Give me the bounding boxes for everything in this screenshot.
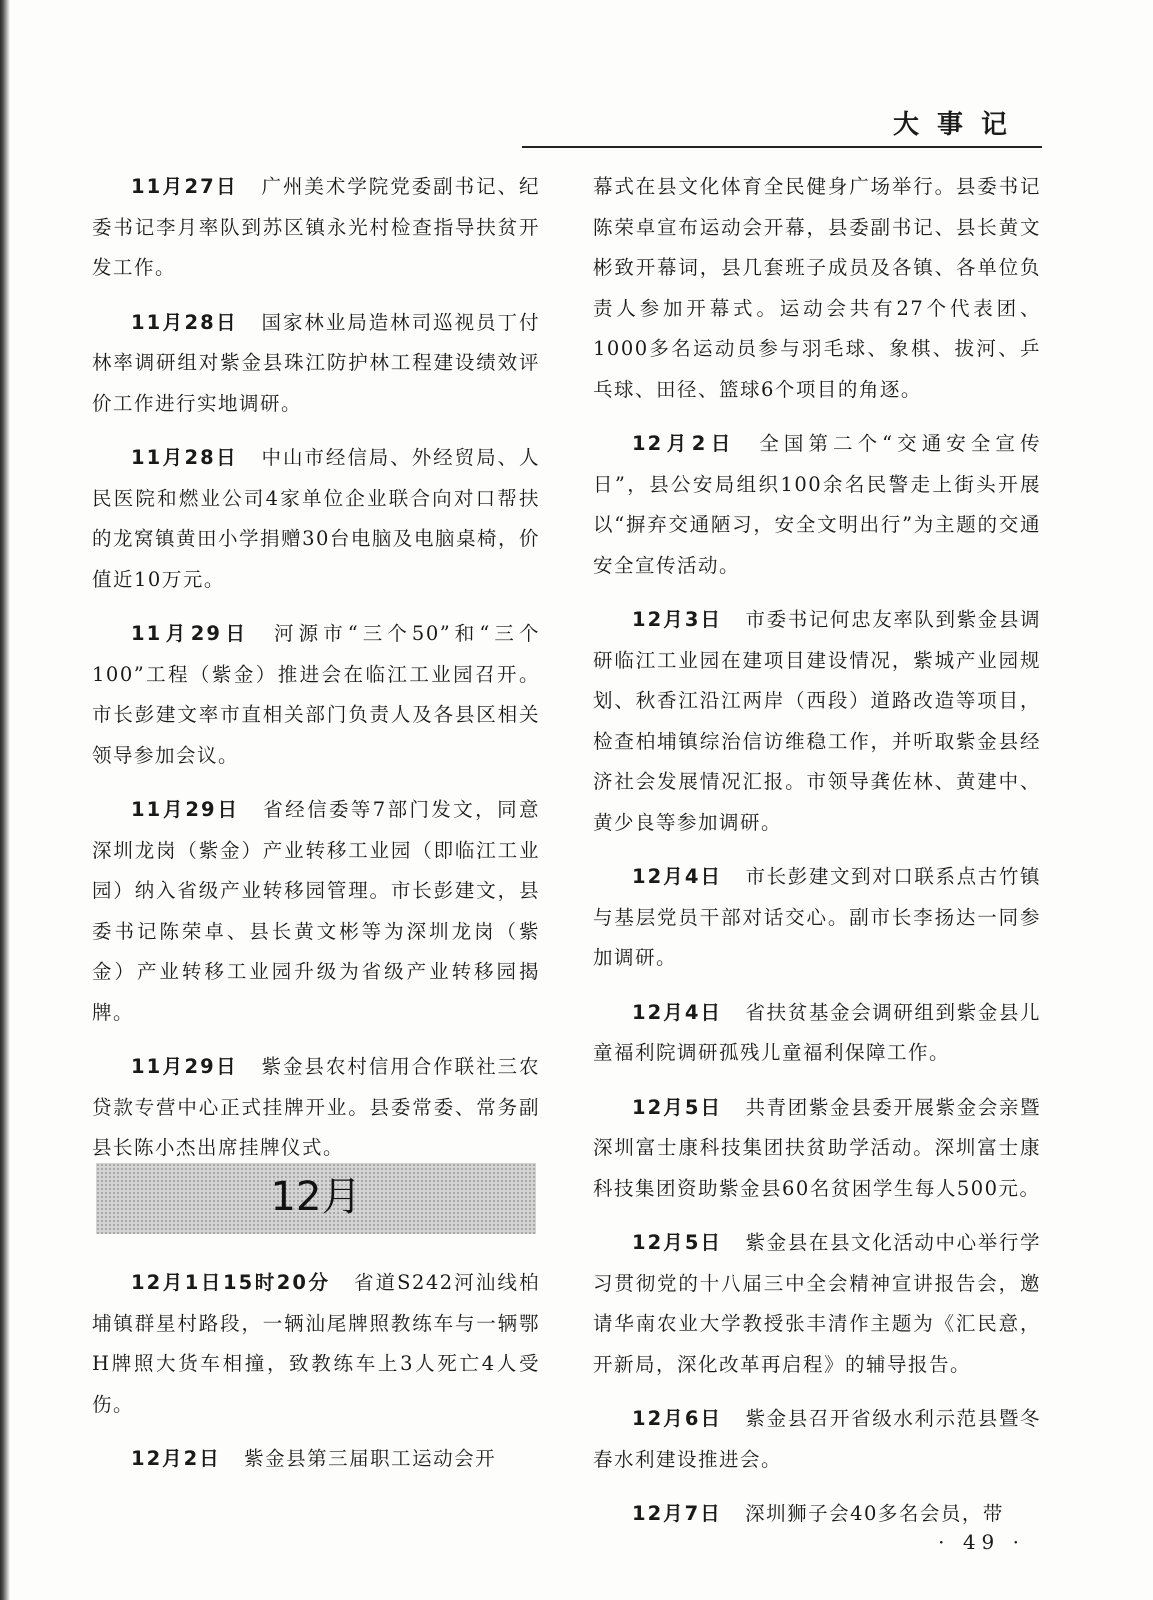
entry-text: 全国第二个“交通安全宣传日”，县公安局组织100余名民警走上街头开展以“摒弃交通陋习，安全文明出行”为主题的交通安全宣传活动。 [593,432,1041,577]
chronicle-entry [92,1439,540,1480]
chronicle-entry [593,857,1041,979]
continued-text: 幕式在县文化体育全民健身广场举行。县委书记陈荣卓宣布运动会开幕，县委副书记、县长黄文彬致开幕词，县几套班子成员及各镇、各单位负责人参加开幕式。运动会共有27个代表团、1000多名运动员参与羽毛球、象棋、拔河、乒乓球、田径、篮球6个项目的角逐。 [593,175,1041,401]
chronicle-entry [593,600,1041,843]
entry-date: 11月29日 [131,798,240,821]
entry-text: 紫金县在县文化活动中心举行学习贯彻党的十八届三中全会精神宣讲报告会，邀请华南农业大学教授张丰清作主题为《汇民意，开新局，深化改革再启程》的辅导报告。 [593,1231,1041,1376]
month-heading: 12月 [270,1174,362,1220]
entry-text: 省扶贫基金会调研组到紫金县儿童福利院调研孤残儿童福利保障工作。 [593,1000,1041,1064]
entry-date: 12月3日 [632,608,723,631]
entry-text: 市委书记何忠友率队到紫金县调研临江工业园在建项目建设情况，紫城产业园规划、秋香江沿江两岸（西段）道路改造等项目，检查柏埔镇综治信访维稳工作，并听取紫金县经济社会发展情况汇报。市领导龚佐林、黄建中、黄少良等参加调研。 [593,608,1041,834]
entry-date: 12月1日15时20分 [131,1271,331,1294]
month-banner [96,1163,536,1234]
running-header: 大事记 [892,110,1025,140]
header-rule [522,146,1042,148]
entry-date: 12月4日 [632,865,723,888]
entry-text: 紫金县第三届职工运动会开 [244,1447,497,1470]
chronicle-entry [92,167,540,289]
binding-edge [0,0,10,1600]
entry-date: 11月28日 [131,446,239,469]
entry-date: 12月5日 [632,1095,723,1119]
entry-text: 省经信委等7部门发文，同意深圳龙岗（紫金）产业转移工业园（即临江工业园）纳入省级产业转移园管理。市长彭建文，县委书记陈荣卓、县长黄文彬等为深圳龙岗（紫金）产业转移工业园升级为省级产业转移园揭牌。 [92,798,540,1024]
entry-text: 省道S242河汕线柏埔镇群星村路段，一辆汕尾牌照教练车与一辆鄂H牌照大货车相撞，致教练车上3人死亡4人受伤。 [92,1271,540,1416]
left-column [92,167,540,1183]
page-number: · 49 · [938,1530,1025,1554]
entry-date: 11月29日 [131,622,251,645]
entry-text: 紫金县召开省级水利示范县暨冬春水利建设推进会。 [593,1407,1041,1471]
chronicle-entry [593,1223,1041,1385]
entry-date: 12月5日 [632,1231,723,1254]
chronicle-entry [92,790,540,1033]
entry-date: 11月28日 [131,310,239,334]
chronicle-entry [593,424,1041,586]
entry-text: 紫金县农村信用合作联社三农贷款专营中心正式挂牌开业。县委常委、常务副县长陈小杰出席挂牌仪式。 [92,1055,540,1159]
left-column-lower [92,1263,540,1494]
entry-date: 11月29日 [131,1055,239,1078]
entry-date: 12月6日 [632,1407,723,1430]
chronicle-entry [593,993,1041,1074]
entry-date: 11月27日 [131,175,239,198]
entry-text: 河源市“三个50”和“三个100”工程（紫金）推进会在临江工业园召开。市长彭建文率市直相关部门负责人及各县区相关领导参加会议。 [92,622,540,767]
entry-date: 12月4日 [632,1000,723,1024]
entry-date: 12月7日 [632,1502,722,1525]
entry-text: 中山市经信局、外经贸局、人民医院和燃业公司4家单位企业联合向对口帮扶的龙窝镇黄田小学捐赠30台电脑及电脑桌椅，价值近10万元。 [92,446,540,591]
right-column [593,167,1041,1549]
entry-text: 深圳狮子会40多名会员，带 [745,1502,1004,1525]
entry-text: 国家林业局造林司巡视员丁付林率调研组对紫金县珠江防护林工程建设绩效评价工作进行实地调研。 [92,310,540,415]
entry-date: 12月2日 [632,432,736,455]
chronicle-entry [593,1399,1041,1480]
chronicle-entry [92,1047,540,1169]
entry-text: 市长彭建文到对口联系点古竹镇与基层党员干部对话交心。副市长李扬达一同参加调研。 [593,865,1041,969]
entry-text: 共青团紫金县委开展紫金会亲暨深圳富士康科技集团扶贫助学活动。深圳富士康科技集团资助紫金县60名贫困学生每人500元。 [593,1095,1041,1200]
chronicle-entry [92,1263,540,1425]
chronicle-entry [92,303,540,425]
entry-text: 广州美术学院党委副书记、纪委书记李月率队到苏区镇永光村检查指导扶贫开发工作。 [92,175,540,279]
chronicle-entry [593,1088,1041,1210]
chronicle-entry [593,1494,1041,1535]
chronicle-entry [92,438,540,600]
entry-date: 12月2日 [131,1447,221,1470]
chronicle-entry [92,614,540,776]
